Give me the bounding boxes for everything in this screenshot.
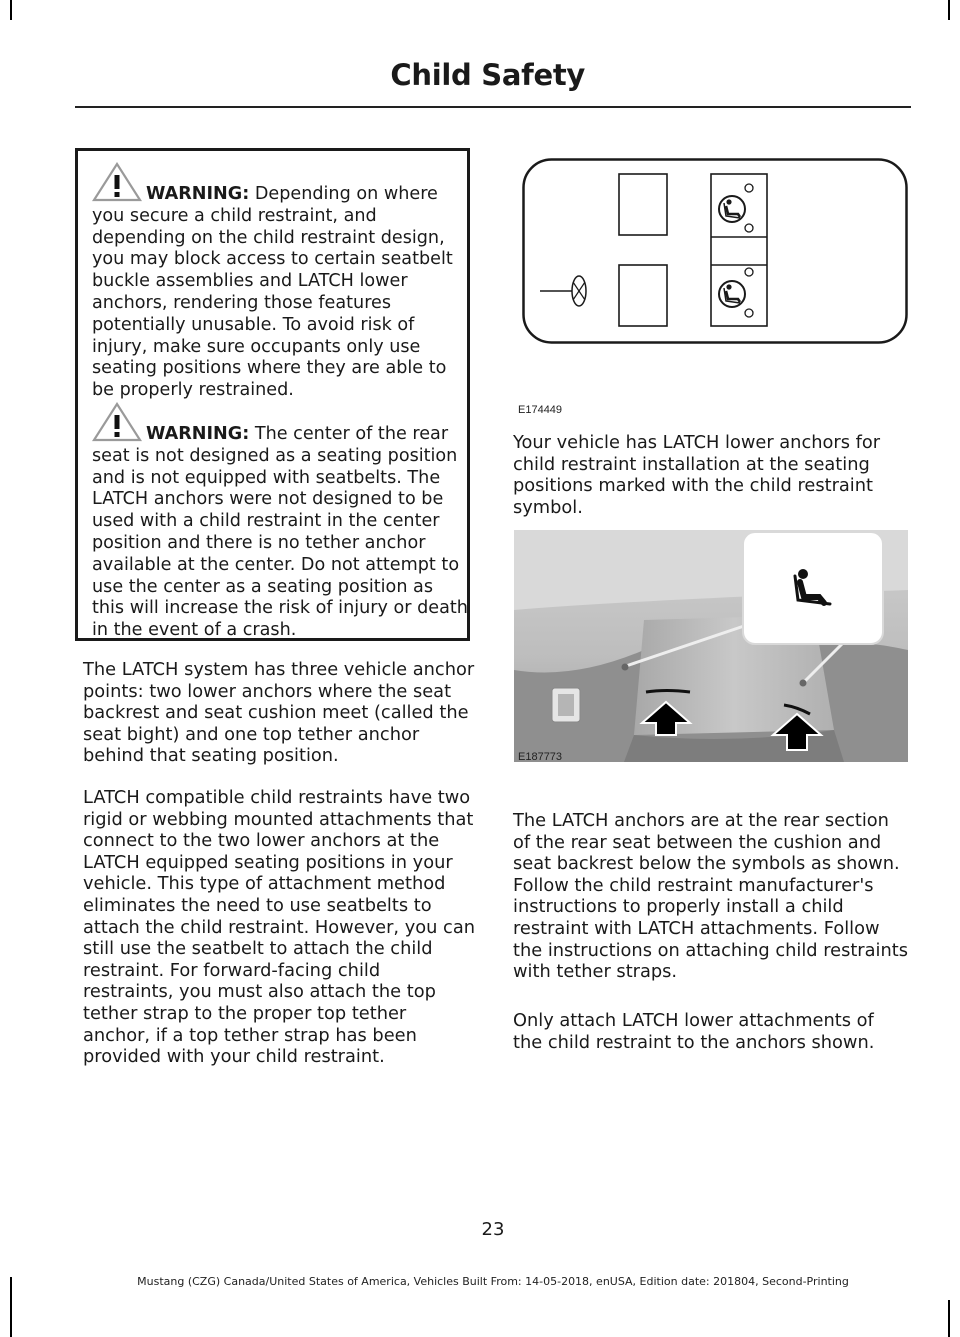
header-divider	[75, 106, 911, 108]
warning-triangle-icon	[92, 162, 142, 202]
warning-2-body: The center of the rear seat is not designed as a seating position and is not equipped with seatbelts. The LATCH anchors were not designed to be used with a child restraint in the center position and there is no tether anchor available at the center. Do not attempt to use the center as a seating position as this will increase the risk of injury or death in the event of a crash.	[92, 424, 468, 641]
latch-anchor-photo	[514, 530, 908, 762]
figure-caption: E174449	[518, 404, 563, 416]
crop-mark	[948, 1300, 950, 1337]
crop-mark	[948, 0, 950, 20]
warning-2-text	[92, 424, 468, 642]
warning-1-label: WARNING:	[146, 184, 250, 204]
page-number: 23	[481, 1219, 505, 1240]
warning-1	[92, 184, 468, 402]
child-seat-icon	[719, 196, 745, 222]
warning-triangle-icon	[92, 402, 142, 442]
paragraph-latch-anchor-instructions: The LATCH anchors are at the rear section of the rear seat between the cushion and seat backrest below the symbols as shown. Follow the child restraint manufacturer's instructions to properly install a child restraint with LATCH attachments. Follow the instructions on attaching child restraints with tether straps.	[513, 810, 908, 983]
crop-mark	[10, 0, 12, 20]
paragraph-latch-anchors-location: Your vehicle has LATCH lower anchors for child restraint installation at the seating positions marked with the child restraint symbol.	[513, 432, 881, 518]
paragraph-only-attach: Only attach LATCH lower attachments of the child restraint to the anchors shown.	[513, 1010, 875, 1053]
warning-2-label: WARNING:	[146, 424, 250, 444]
page-title: Child Safety	[390, 58, 585, 92]
footer-edition: Mustang (CZG) Canada/United States of America, Vehicles Built From: 14-05-2018, enUSA, Edition date: 201804, Second-Printing	[137, 1275, 849, 1288]
warning-1-body: Depending on where you secure a child restraint, and depending on the child restraint design, you may block access to certain seatbelt buckle assemblies and LATCH lower anchors, rendering those features potentially unusable. To avoid risk of injury, make sure occupants only use seating positions where they are able to be properly restrained.	[92, 184, 453, 401]
warning-2	[92, 424, 468, 642]
paragraph-latch-system: The LATCH system has three vehicle anchor points: two lower anchors where the seat backrest and seat cushion meet (called the seat bight) and one top tether anchor behind that seating position.	[83, 659, 475, 767]
seating-diagram	[522, 158, 908, 344]
child-seat-icon	[719, 281, 745, 307]
warning-1-text	[92, 184, 468, 402]
figure-caption: E187773	[518, 751, 563, 763]
paragraph-latch-compatible: LATCH compatible child restraints have two rigid or webbing mounted attachments that connect to the two lower anchors at the LATCH equipped seating positions in your vehicle. This type of attachment method eliminates the need to use seatbelts to attach the child restraint. However, you can still use the seatbelt to attach the child restraint. For forward-facing child restraints, you must also attach the top tether strap to the proper top tether anchor, if a top tether strap has been provided with your child restraint.	[83, 787, 475, 1068]
